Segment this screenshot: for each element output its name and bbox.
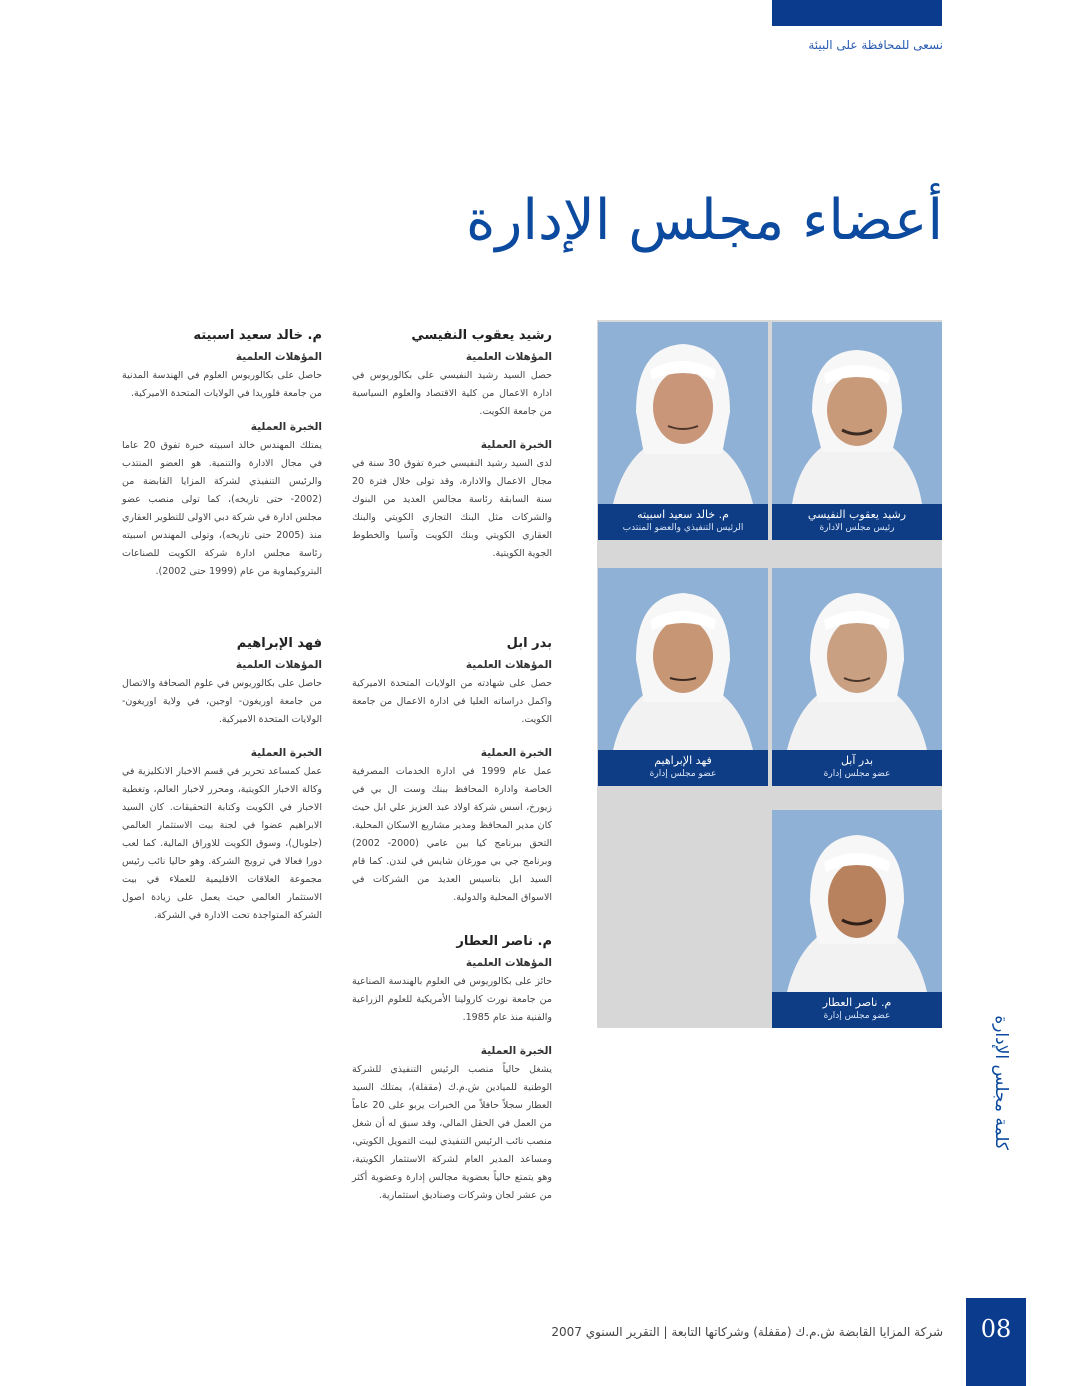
- qualifications-heading: المؤهلات العلمية: [235, 351, 322, 363]
- footer-report-title: شركة المزايا القابضة ش.م.ك (مقفلة) وشركاتها التابعة | التقرير السنوي 2007: [551, 1325, 943, 1339]
- member-photo: [598, 568, 768, 750]
- bio-badr: [352, 636, 552, 925]
- bio-name: م. ناصر العطار: [456, 934, 552, 949]
- qualifications-text: حاصل على بكالوريوس العلوم في الهندسة المدنية من جامعة فلوريدا في الولايات المتحدة الاميركية.: [122, 370, 322, 399]
- section-side-label: [972, 1015, 1011, 1292]
- qualifications-heading: المؤهلات العلمية: [465, 659, 552, 671]
- page-tagline: نسعى للمحافظة على البيئة: [808, 38, 943, 52]
- side-label-text: كلمة مجلس الإدارة: [991, 1015, 1011, 1150]
- qualifications-heading: المؤهلات العلمية: [235, 659, 322, 671]
- member-caption: [772, 992, 942, 1028]
- member-card-badr: [772, 568, 942, 786]
- member-caption: [772, 750, 942, 786]
- bio-name: بدر ابل: [506, 636, 552, 651]
- bio-name: فهد الإبراهيم: [236, 636, 322, 651]
- qualifications-text: حصل على شهادته من الولايات المتحدة الاميركية واكمل دراساته العليا في ادارة الاعمال من جامعة الكويت.: [352, 678, 552, 725]
- member-photo: [772, 810, 942, 992]
- member-caption: [598, 504, 768, 540]
- bio-name: م. خالد سعيد اسبيته: [193, 328, 322, 343]
- qualifications-text: حائز على بكالوريوس في العلوم بالهندسة الصناعية من جامعة نورث كارولينا الأمريكية للعلوم الزراعية والفنية منذ عام 1985.: [352, 976, 552, 1023]
- member-photo: [598, 322, 768, 504]
- qualifications-heading: المؤهلات العلمية: [465, 351, 552, 363]
- caption-name: رشيد يعقوب النفيسي: [807, 508, 907, 521]
- experience-text: عمل عام 1999 في ادارة الخدمات المصرفية الخاصة وادارة المحافظ ببنك وست ال بي في زيورخ، اسس شركة اولاد عبد العزيز علي ابل حيث كان مدير المحافظ ومدير مشاريع الاسكان المحلية. التحق ببرنامج كيا بين عامي (2000- 2002) وبرنامج جي بي مورغان شايس في لندن. كما قام السيد ابل بتاسيس العديد من الشركات في الاسواق المحلية والدولية.: [352, 766, 553, 903]
- member-photo: [772, 322, 942, 504]
- experience-heading: الخبرة العملية: [480, 747, 552, 759]
- member-card-khaled: [598, 322, 768, 540]
- caption-name: بدر آبل: [840, 754, 874, 767]
- qualifications-text: حاصل على بكالوريوس في علوم الصحافة والاتصال من جامعة اوريغون- اوجين، في ولاية اوريغون- الولايات المتحدة الاميركية.: [122, 678, 322, 725]
- member-card-rashid: [772, 322, 942, 540]
- experience-text: يمتلك المهندس خالد اسبيته خبرة تفوق 20 عاما في مجال الادارة والتنمية. هو العضو المنتدب والرئيس التنفيذي لشركة المزايا القابضة من (2002- حتى تاريخه)، كما تولى منصب عضو مجلس ادارة في شركة دبي الاولى للتطوير العقاري منذ (2005 حتى تاريخه)، وتولى المهندس اسبيته رئاسة مجلس ادارة شركة الكويت للصناعات البتروكيماوية من عام (1999 حتى 2002).: [122, 440, 323, 577]
- qualifications-text: حصل السيد رشيد النفيسي على بكالوريوس في ادارة الاعمال من كلية الاقتصاد والعلوم السياسية من جامعة الكويت.: [352, 370, 552, 417]
- caption-name: فهد الإبراهيم: [654, 754, 712, 767]
- member-caption: [598, 750, 768, 786]
- caption-role: عضو مجلس إدارة: [823, 1011, 891, 1021]
- bio-nasser: [352, 934, 552, 1223]
- caption-role: عضو مجلس إدارة: [823, 769, 891, 779]
- experience-heading: الخبرة العملية: [250, 421, 322, 433]
- caption-name: م. ناصر العطار: [822, 996, 892, 1009]
- member-card-fahad: [598, 568, 768, 786]
- experience-heading: الخبرة العملية: [250, 747, 322, 759]
- page-title: أعضاء مجلس الإدارة: [466, 188, 943, 253]
- bio-name: رشيد يعقوب النفيسي: [411, 328, 552, 343]
- experience-heading: الخبرة العملية: [480, 439, 552, 451]
- member-card-nasser: [772, 810, 942, 1028]
- experience-heading: الخبرة العملية: [480, 1045, 552, 1057]
- caption-role: عضو مجلس إدارة: [649, 769, 717, 779]
- member-photo: [772, 568, 942, 750]
- bio-khaled: [122, 328, 322, 599]
- caption-role: الرئيس التنفيذي والعضو المنتدب: [622, 523, 744, 533]
- bio-rashid: [352, 328, 552, 581]
- qualifications-heading: المؤهلات العلمية: [465, 957, 552, 969]
- member-caption: [772, 504, 942, 540]
- top-accent-bar: [772, 0, 942, 26]
- caption-name: م. خالد سعيد اسبيته: [637, 508, 729, 521]
- page-number: 08: [966, 1298, 1026, 1386]
- experience-text: يشغل حالياً منصب الرئيس التنفيذي للشركة الوطنية للميادين ش.م.ك (مقفلة)، يمتلك السيد العطار سجلاً حافلاً من الخبرات يربو على 20 عاماً من العمل في الحقل المالي، وقد سبق له أن شغل منصب نائب الرئيس التنفيذي لبيت التمويل الكويتي، ومساعد المدير العام لشركة الاستثمار الكويتية، وهو يتمتع حالياً بعضوية مجالس إدارة وعضوية أكثر من عشر لجان وشركات وصناديق استثمارية.: [352, 1064, 552, 1201]
- caption-role: رئيس مجلس الادارة: [819, 523, 895, 533]
- experience-text: عمل كمساعد تحرير في قسم الاخبار الانكليزية في وكالة الاخبار الكويتية، ومحرر لاخبار العالم، وتغطية الاخبار في الكويت وكتابة التحقيقات. كان السيد الابراهيم عضوا في لجنة بيت الاستثمار العالمي (جلوبال)، وسوق الكويت للاوراق المالية. كما لعب دورا فعالا في ترويج الشركة. وهو حاليا نائب رئيس مجموعة العلاقات الاقليمية للعملاء في بيت الاستثمار العالمي حيث يعمل على زيادة اصول الشركة المتواجدة تحت الادارة في الشركة.: [122, 766, 322, 921]
- experience-text: لدى السيد رشيد النفيسي خبرة تفوق 30 سنة في مجال الاعمال والادارة، وقد تولى خلال فترة 20 سنة السابقة رئاسة مجالس العديد من البنوك والشركات مثل البنك التجاري الكويتي والبنك العقاري الكويتي وبنك الكويت وآسيا والخطوط الجوية الكويتية.: [352, 458, 552, 559]
- bio-fahad: [122, 636, 322, 943]
